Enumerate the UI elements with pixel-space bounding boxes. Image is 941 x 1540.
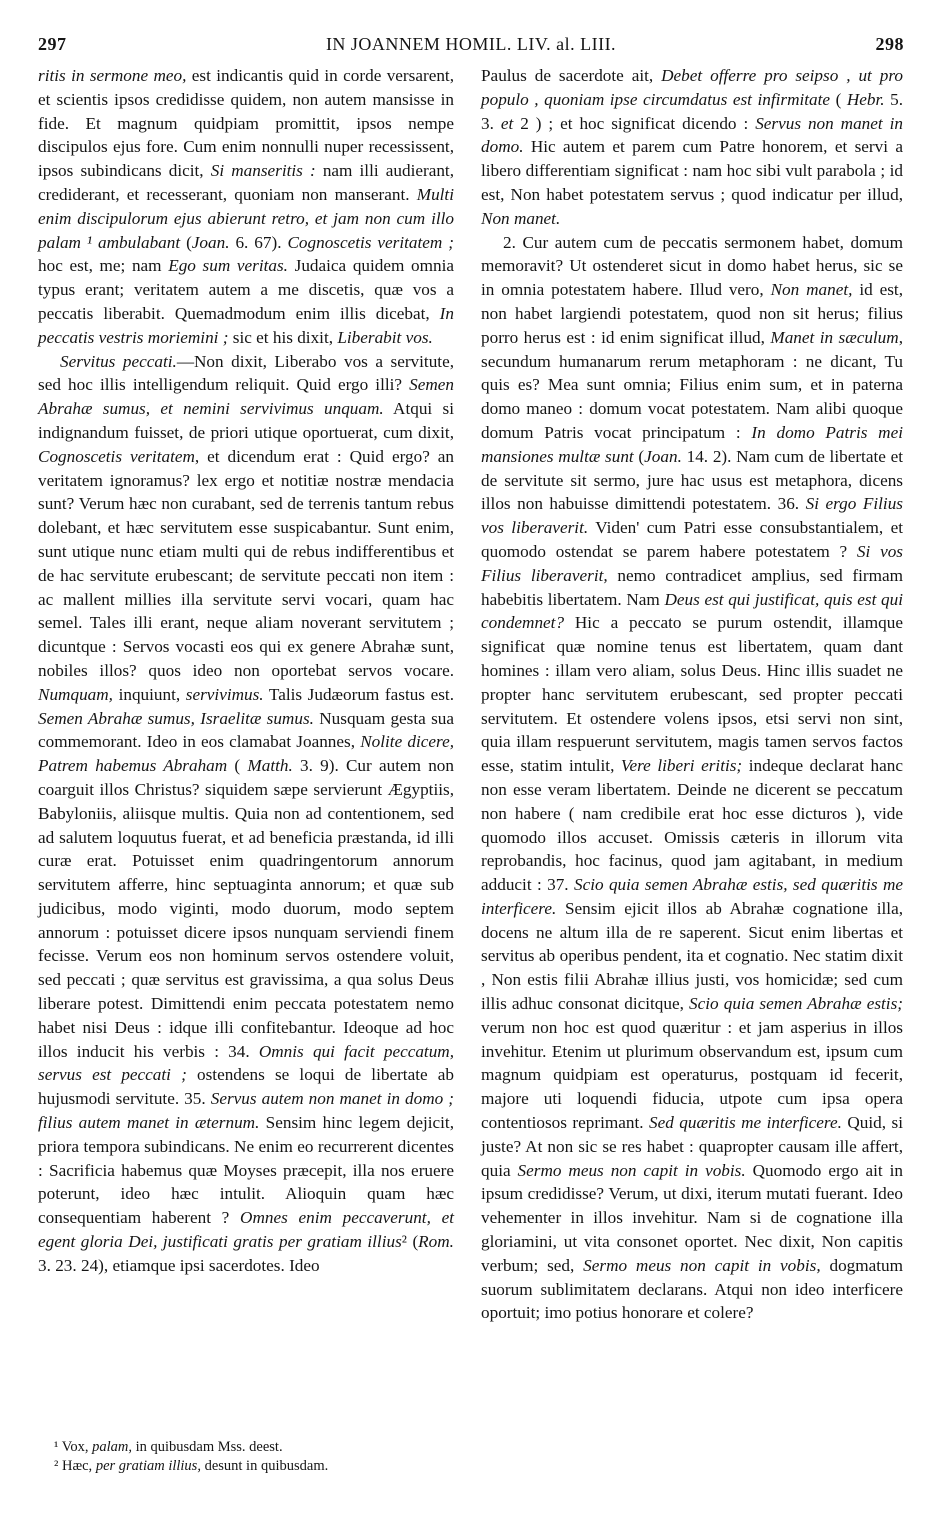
text-run: id est, non habet largiendi potestatem, quod non sit herus; filius porro herus est : id enim significat illud, bbox=[481, 280, 903, 347]
italic-run: et bbox=[500, 113, 514, 133]
text-run: Hic autem et parem cum Patre honorem, et servi a libero differentiam significat : nam hoc sibi vult parabola ; id est, Non habet potestatem servus ; quod indicatur per illud, bbox=[481, 137, 903, 204]
footnote bbox=[38, 1438, 454, 1457]
text-run: desunt in quibusdam. bbox=[200, 1458, 329, 1474]
text-run: indeque declarat hanc non esse veram libertatem. Deinde ne dicerent se peccatum non habere ( nam credibile erat hoc esse dicturos ), vide quomodo illos accuset. Omissis cæteris in illorum vita reprobandis, hoc facinus, quod jam agitabant, in medium adducit : 37. bbox=[481, 756, 903, 895]
footnote bbox=[38, 1457, 454, 1476]
text-run: ¹ Vox, bbox=[54, 1439, 93, 1455]
paragraph bbox=[481, 231, 903, 1326]
running-title: IN JOANNEM HOMIL. LIV. al. LIII. bbox=[325, 34, 617, 54]
text-run: ( bbox=[227, 756, 248, 776]
italic-run: Servus non manet in domo. bbox=[481, 113, 903, 157]
text-run: Sensim ejicit illos ab Abrahæ cognatione illa, docens ne altum illa de re saperent. Sicut enim libertas et servitus ab operibus pendent, ita et cognatio. Nec statim dixit , Non estis filii Abrahæ illius justi, vos homicidæ; sed cum illis adhuc consonat dicitque, bbox=[481, 898, 903, 1014]
italic-run: Matth. bbox=[247, 756, 293, 776]
italic-run: Vere liberi eritis; bbox=[620, 756, 743, 776]
text-run: ostendens se loqui de libertate ab hujusmodi servitute. 35. bbox=[38, 1065, 454, 1109]
italic-run: per gratiam illius, bbox=[95, 1458, 201, 1474]
text-run: in quibusdam Mss. deest. bbox=[131, 1439, 283, 1455]
running-header bbox=[38, 34, 904, 56]
left-column bbox=[38, 64, 454, 1278]
text-run: hoc est, me; nam bbox=[38, 256, 169, 276]
text-run: Sensim hinc legem dejicit, priora tempora subindicans. Ne enim eo recurrerent dicentes : Sacrificia habemus quæ Moyses præcepit, illa nos eruere poterunt, ideo hæc intulit. Alioquin quam hæc consequentiam haberent ? bbox=[38, 1113, 455, 1228]
text-run: ( bbox=[180, 232, 192, 252]
paragraph bbox=[38, 350, 454, 1278]
italic-run: servivimus. bbox=[185, 684, 264, 704]
text-run: est indicantis quid in corde versarent, et scientis ipsos credidisse quidem, non autem mansisse in fide. Et magnum quidpiam promittit, ipsos nempe discipulos ejus fore. Cum enim nonnulli nuper recessissent, ipsos subindicans dicit, bbox=[38, 66, 454, 181]
italic-run: Non manet, bbox=[770, 280, 853, 300]
italic-run: In domo Patris mei mansiones multæ sunt bbox=[481, 422, 903, 466]
italic-run: Manet in sæculum bbox=[770, 327, 899, 347]
text-run: sic et his dixit, bbox=[228, 327, 338, 347]
italic-run: Si ergo Filius vos liberaverit. bbox=[481, 494, 903, 538]
italic-run: Hebr. bbox=[846, 89, 885, 109]
text-run: nemo contradicet amplius, sed firmam habebitis libertatem. Nam bbox=[481, 565, 903, 609]
text-run: verum non hoc est quod quæritur : et jam asperius in illos invehitur. Etenim ut plurimum observandum est, ipsum cum magnum quidpiam est operaturus, postquam id fecerit, majore uti loquendi fiducia, utpote cum ipsa opera contentiosos reprimant. bbox=[481, 1017, 903, 1133]
text-run: Nusquam gesta sua commemorant. Ideo in eos clamabat Joannes, bbox=[38, 708, 455, 752]
italic-run: Debet offerre pro seipso , ut pro populo , quoniam ipse circumdatus est infirmitate bbox=[481, 66, 903, 109]
italic-run: Joan. bbox=[191, 232, 230, 252]
italic-run: In peccatis vestris moriemini ; bbox=[38, 303, 454, 347]
italic-run: Non manet. bbox=[481, 208, 561, 228]
text-run: —Non dixit, Liberabo vos a servitute, sed hoc illis intelligendum reliquit. Quid ergo illi? bbox=[38, 351, 454, 395]
right-column bbox=[481, 64, 903, 1325]
italic-run: palam, bbox=[92, 1439, 132, 1455]
text-run: Hic a peccato se purum ostendit, illamque significat quæ nomine tenus est libertatem, quam dant homines : illam vero aliam, solus Deus. Hinc illis suadet ne propter hanc servitutem erubescant, sed propter peccati servitutem. Et ostendere volens ipsos, etsi servi non sint, quia illam respuerunt servitutem, magis tamen servos factos esse, statim intulit, bbox=[481, 613, 903, 776]
italic-run: Sermo meus non capit in vobis, bbox=[583, 1255, 821, 1275]
paragraph bbox=[38, 64, 454, 350]
italic-run: Numquam, bbox=[38, 684, 113, 704]
text-run: , secundum humanarum rerum metaphoram : ne dicant, Tu quis es? Mea sunt omnia; Filius enim sum, et in paterna domo maneo : domum vocat potestatem. Nam alibi quoque domum Patris vocat principatum : bbox=[481, 327, 903, 442]
text-run: Quid, si juste? At non sic se res habet : quapropter causam ille affert, quia bbox=[481, 1113, 903, 1180]
italic-run: Scio quia semen Abrahæ estis, sed quæritis me interficere. bbox=[481, 875, 903, 918]
italic-run: Deus est qui justificat, quis est qui condemnet? bbox=[481, 589, 904, 633]
text-run: ² ( bbox=[401, 1232, 419, 1252]
paragraph bbox=[481, 64, 903, 231]
text-run: ² Hæc, bbox=[54, 1458, 96, 1474]
italic-run: Servus autem non manet in domo ; filius autem manet in æternum. bbox=[38, 1089, 454, 1133]
italic-run: Scio quia semen Abrahæ estis; bbox=[689, 994, 903, 1014]
italic-run: Servitus peccati. bbox=[60, 351, 177, 371]
page-number-right: 298 bbox=[875, 34, 904, 54]
text-run: ( bbox=[830, 89, 847, 109]
page-number-left: 297 bbox=[38, 34, 67, 54]
text-run: nam illi audierant, crediderant, et recesserant, quoniam non manserant. bbox=[38, 161, 454, 204]
text-run: ( bbox=[633, 446, 645, 466]
text-run: 14. 2). Nam cum de libertate et de servitute sit sermo, jure hac usus est metaphora, dicens illos non habuisse dimittendi potestatem. 36. bbox=[481, 446, 903, 514]
italic-run: Omnes enim peccaverunt, et egent gloria Dei, justificati gratis per gratiam illius bbox=[38, 1208, 454, 1252]
italic-run: Omnis qui facit peccatum, servus est peccati ; bbox=[38, 1041, 454, 1085]
text-run: 3. 23. 24), etiamque ipsi sacerdotes. Ideo bbox=[38, 1255, 320, 1275]
text-run: Atqui si indignandum fuisset, de priori utique oportuerat, cum dixit, bbox=[38, 399, 454, 442]
text-run: 2. Cur autem cum de peccatis sermonem habet, domum memoravit? Ut ostenderet sicut in domo habet herus, sic se in omnia potestatem habere. Illud vero, bbox=[481, 232, 903, 300]
italic-run: Rom. bbox=[418, 1232, 454, 1252]
text-run: 2 ) ; et hoc significat dicendo : bbox=[513, 113, 756, 133]
italic-run: Semen Abrahæ sumus, et nemini servivimus unquam. bbox=[38, 375, 454, 419]
footnotes bbox=[38, 1438, 454, 1476]
italic-run: Liberabit vos. bbox=[337, 327, 433, 347]
italic-run: ritis in sermone meo, bbox=[38, 66, 187, 85]
italic-run: Nolite dicere, Patrem habemus Abraham bbox=[38, 732, 454, 776]
text-run: inquiunt, bbox=[112, 684, 186, 704]
italic-run: Sed quæritis me interficere. bbox=[649, 1113, 842, 1133]
italic-run: Cognoscetis veritatem bbox=[38, 446, 195, 466]
text-run: Paulus de sacerdote ait, bbox=[481, 66, 662, 85]
text-run: Viden' cum Patri esse consubstantialem, et quomodo ostendat se parem habere potestatem ? bbox=[481, 518, 903, 561]
italic-run: Si manseritis : bbox=[210, 161, 316, 181]
italic-run: Semen Abrahæ sumus, Israelitæ sumus. bbox=[38, 708, 314, 728]
text-run: 6. 67). bbox=[229, 232, 288, 252]
italic-run: Ego sum veritas. bbox=[168, 256, 288, 276]
text-run: 3. 9). Cur autem non coarguit illos Christus? siquidem sæpe servierunt Ægyptiis, Babyloniis, aliisque multis. Quia non ad contentionem, sed ad salutem loquutus fuerat, et ad beneficia præstanda, id illi curæ erat. Potuisset enim quadringentorum annorum servitutem afferre, hinc septuaginta annorum; et quæ sub judicibus, modo viginti, modo duorum, modo septem annorum : potuisset dicere ipsos nunquam serviendi finem fecisse. Verum eos non hominum servos ostendere voluit, sed peccati ; quæ servitus est gravissima, a qua solus Deus liberare potest. Dimittendi enim peccata potestatem nemo habet nisi Deus : idque illi confitebantur. Ideoque ad hoc illos inducit his verbis : 34. bbox=[38, 756, 454, 1061]
italic-run: Sermo meus non capit in vobis. bbox=[517, 1160, 746, 1180]
italic-run: Joan. bbox=[644, 446, 682, 466]
text-run: dogmatum suorum sublimitatem declarans. Atqui non ideo interficere oportuit; imo potius honorare et colere? bbox=[481, 1255, 903, 1323]
text-run: Judaica quidem omnia typus erant; veritatem autem a me discetis, quæ vos a peccatis liberabit. Quemadmodum enim illis dicebat, bbox=[38, 256, 454, 323]
italic-run: Cognoscetis veritatem ; bbox=[287, 232, 454, 252]
text-run: Quomodo ergo ait in ipsum credidisse? Verum, ut dixi, iterum mutati fuerant. Ideo vehementer in illos invehitur. Nam si de cognatione illa gloriamini, ut vita consonet oportet. Nec dixit, Non capitis verbum; sed, bbox=[481, 1160, 903, 1275]
italic-run: Si vos Filius liberaverit, bbox=[481, 541, 903, 585]
text-run: , et dicendum erat : Quid ergo? an veritatem ignoramus? lex ergo et notitiæ nostræ mendacia sunt? Verum hæc non curabant, sed de terrenis tantum rebus dolebant, et hæc servitutem esse suspicabantur. Sunt enim, sunt utique nunc etiam multi qui de rebus indifferentibus et de hac servitute erubescant; de servitute peccati non item : ac mallent millies illa servitute servi vocari, quam hac semel. Tales illi erant, neque aliam noverant servitutem ; dicuntque : Servos vocasti eos qui ex genere Abrahæ sunt, nobiles illos? quos ideo non oportebat servos vocare. bbox=[38, 446, 454, 680]
text-run: Talis Judæorum fastus est. bbox=[263, 684, 454, 704]
text-run: 5. 3. bbox=[481, 89, 903, 133]
italic-run: Multi enim discipulorum ejus abierunt retro, et jam non cum illo palam ¹ ambulabant bbox=[38, 184, 454, 252]
